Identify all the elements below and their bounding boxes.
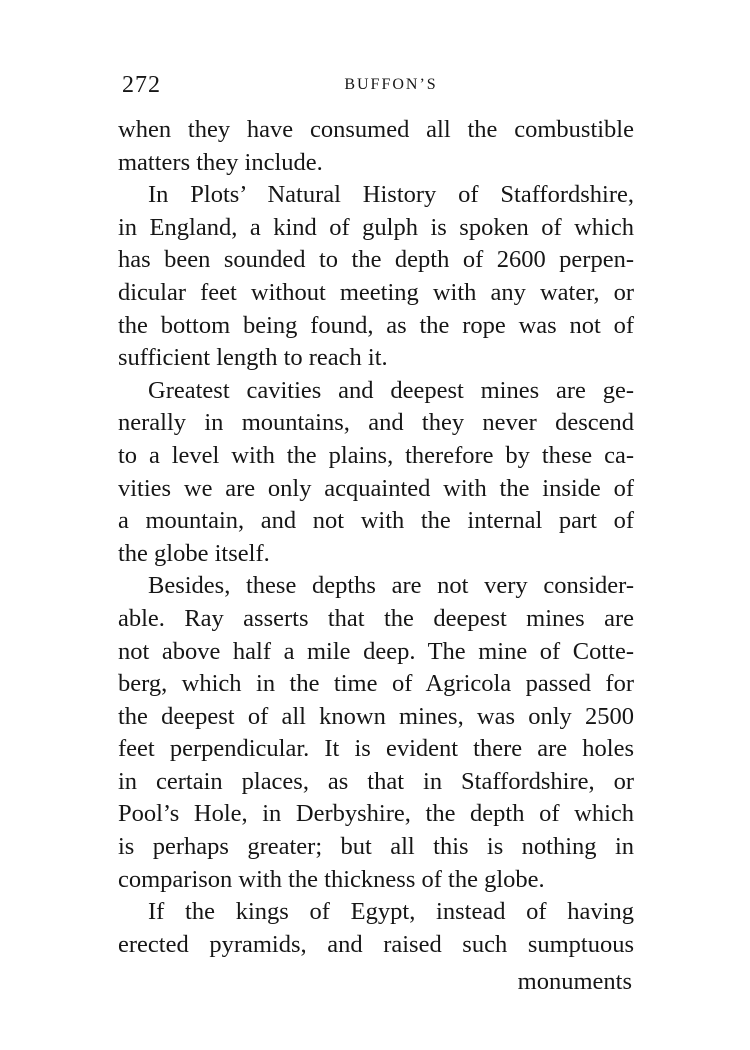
text-line: is perhaps greater; but all this is nothing in bbox=[118, 833, 634, 861]
text-line: berg, which in the time of Agricola passed for bbox=[118, 670, 634, 698]
text-line: In Plots’ Natural History of Staffordshire, bbox=[148, 181, 634, 209]
text-line: nerally in mountains, and they never descend bbox=[118, 409, 634, 437]
text-line: sufficient length to reach it. bbox=[118, 344, 388, 372]
text-line: in England, a kind of gulph is spoken of which bbox=[118, 213, 634, 241]
text-line: has been sounded to the depth of 2600 perpen- bbox=[118, 246, 634, 274]
running-head: BUFFON’S bbox=[344, 76, 438, 93]
text-line: vities we are only acquainted with the inside of bbox=[118, 474, 634, 502]
text-line: comparison with the thickness of the globe. bbox=[118, 865, 545, 893]
text-line: in certain places, as that in Staffordshire, or bbox=[118, 767, 634, 795]
page-header bbox=[122, 72, 632, 102]
text-line: to a level with the plains, therefore by these ca- bbox=[118, 441, 634, 469]
text-line: matters they include. bbox=[118, 148, 323, 176]
text-line: erected pyramids, and raised such sumptuous bbox=[118, 930, 634, 958]
body-text bbox=[118, 114, 634, 961]
text-line: a mountain, and not with the internal part of bbox=[118, 507, 634, 535]
text-line: not above half a mile deep. The mine of Cotte- bbox=[118, 637, 634, 665]
catchword: monuments bbox=[517, 968, 632, 995]
text-line: If the kings of Egypt, instead of having bbox=[148, 898, 634, 926]
text-line: Greatest cavities and deepest mines are ge- bbox=[148, 376, 634, 404]
text-line: feet perpendicular. It is evident there are holes bbox=[118, 735, 634, 763]
text-line: Besides, these depths are not very consider- bbox=[148, 572, 634, 600]
text-line: when they have consumed all the combustible bbox=[118, 116, 634, 143]
text-line: the deepest of all known mines, was only 2500 bbox=[118, 702, 634, 730]
text-line: the bottom being found, as the rope was not of bbox=[118, 311, 634, 339]
text-line: dicular feet without meeting with any water, or bbox=[118, 278, 634, 306]
text-line: Pool’s Hole, in Derbyshire, the depth of which bbox=[118, 800, 634, 828]
text-line: able. Ray asserts that the deepest mines are bbox=[118, 604, 634, 632]
text-line: the globe itself. bbox=[118, 539, 270, 567]
page-number: 272 bbox=[122, 72, 161, 98]
